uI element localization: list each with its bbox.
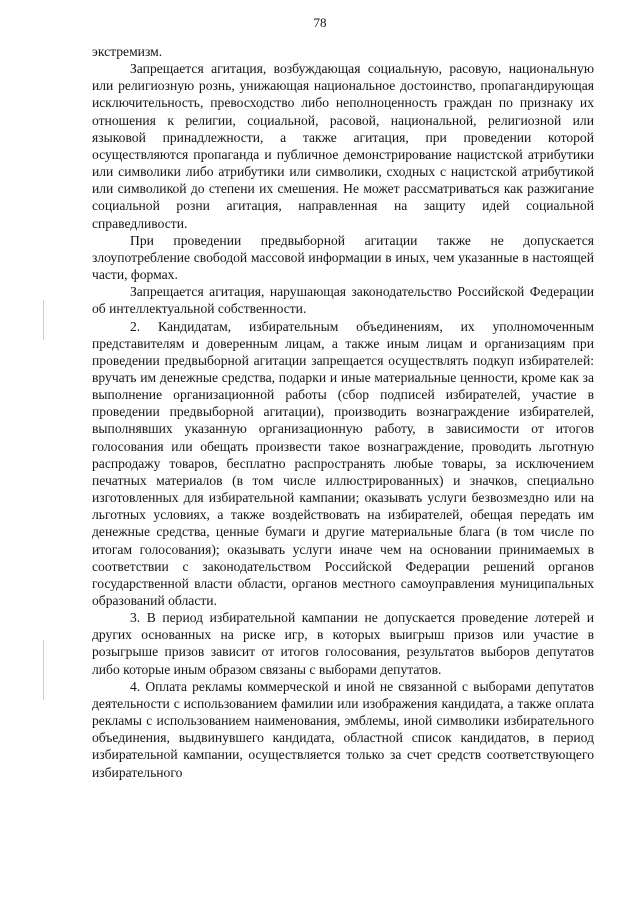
paragraph: При проведении предвыборной агитации также не допускается злоупотребление свободой массовой информации в иных, чем указанные в настоящей части, формах. — [92, 232, 594, 283]
page-number: 78 — [313, 15, 327, 30]
paragraph-clause-2: 2. Кандидатам, избирательным объединениям, их уполномоченным представителям и доверенным лицам, а также иным лицам и организациям при проведении предвыборной агитации запрещается осуществлять подкуп избирателей: вручать им денежные средства, подарки и иные материальные ценности, кроме как за выполнение организационной работы (сбор подписей избирателей, участие в проведении предвыборной агитации), производить вознаграждение избирателей, выполнявших указанную организационную работу, в зависимости от итогов голосования или обещать произвести такое вознаграждение, проводить льготную распродажу товаров, бесплатно распространять любые товары, за исключением печатных материалов (в том числе иллюстрированных) и значков, специально изготовленных для избирательной кампании; оказывать услуги безвозмездно или на льготных условиях, а также воздействовать на избирателей, обещая передать им денежные средства, ценные бумаги и другие материальные блага (в том числе по итогам голосования); оказывать услуги иначе чем на основании принимаемых в соответствии с законодательством Российской Федерации решений органов государственной власти области, органов местного самоуправления муниципальных образований области. — [92, 318, 594, 608]
paragraph: Запрещается агитация, возбуждающая социальную, расовую, национальную или религиозную рознь, унижающая национальное достоинство, пропагандирующая исключительность, превосходство либо неполноценность граждан по признаку их отношения к религии, социальной, расовой, национальной, религиозной или языковой принадлежности, а также агитация, при проведении которой осуществляются пропаганда и публичное демонстрирование нацистской атрибутики или символики либо атрибутики или символики, сходных с нацистской атрибутикой или символикой до степени их смешения. Не может рассматриваться как разжигание социальной розни агитация, направленная на защиту идей социальной справедливости. — [92, 61, 594, 231]
paragraph-clause-3: 3. В период избирательной кампании не допускается проведение лотерей и других основанных на риске игр, в которых выигрыш призов или участие в розыгрыше призов зависит от итогов голосования, результатов выборов депутатов либо которые иным образом связаны с выборами депутатов. — [92, 610, 594, 677]
document-body — [92, 43, 594, 781]
scan-margin-line — [43, 640, 44, 700]
paragraph-continuation: экстремизм. — [92, 44, 163, 59]
scan-margin-line — [43, 300, 44, 340]
paragraph: Запрещается агитация, нарушающая законодательство Российской Федерации об интеллектуальной собственности. — [92, 284, 594, 317]
paragraph-clause-4: 4. Оплата рекламы коммерческой и иной не связанной с выборами депутатов деятельности с использованием фамилии или изображения кандидата, а также оплата рекламы с использованием наименования, эмблемы, иной символики избирательного объединения, выдвинувшего кандидата, областной список кандидатов, в период избирательной кампании, осуществляется только за счет средств соответствующего избирательного — [92, 678, 594, 780]
